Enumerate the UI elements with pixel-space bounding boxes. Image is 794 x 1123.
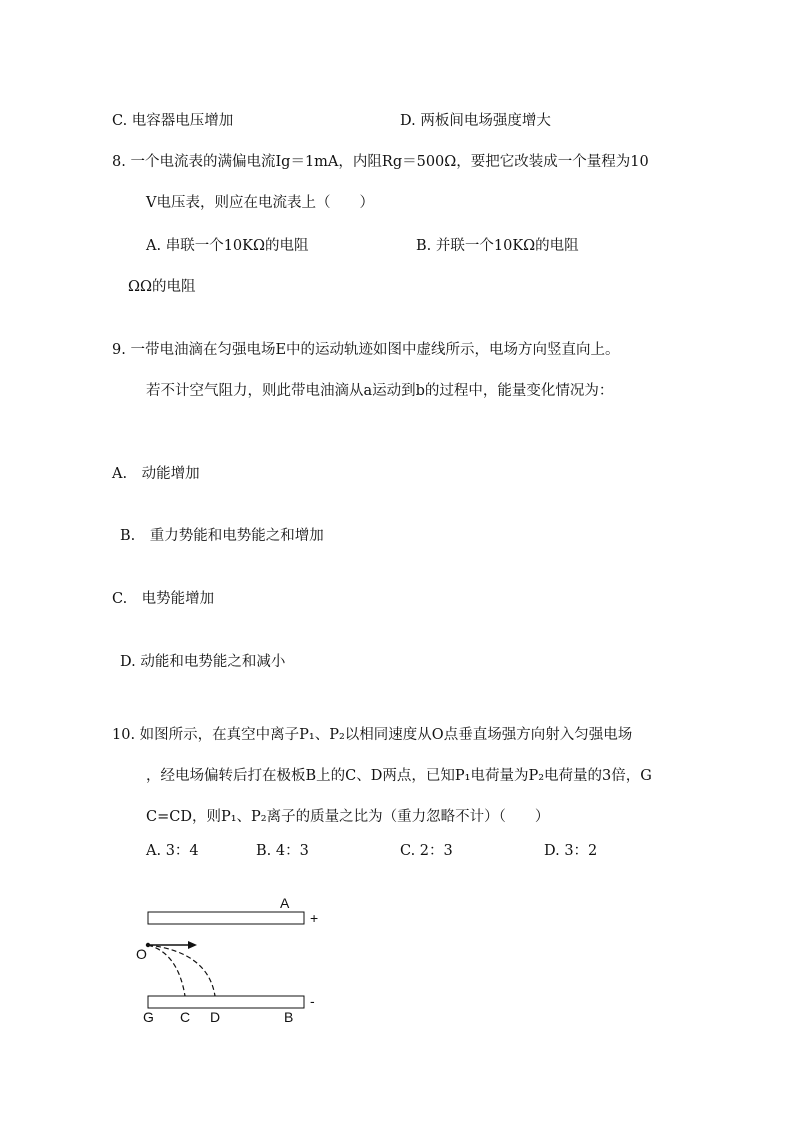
q8-option-a: A. 串联一个10KΩ的电阻 — [146, 238, 309, 254]
q10-stem-line2: ，经电场偏转后打在极板B上的C、D两点，已知P₁电荷量为P₂电荷量的3倍，G — [146, 768, 652, 784]
label-plate-a: A — [280, 895, 290, 911]
q9-stem-line2: 若不计空气阻力，则此带电油滴从a运动到b的过程中，能量变化情况为： — [146, 383, 614, 399]
q9-option-b: B. 重力势能和电势能之和增加 — [120, 528, 324, 544]
q9-option-a: A. 动能增加 — [112, 466, 200, 482]
q8-stem-line1: 8. 一个电流表的满偏电流Ig＝1mA，内阻Rg＝500Ω，要把它改装成一个量程为10 — [112, 154, 649, 170]
q10-option-b: B. 4：3 — [256, 843, 309, 859]
label-plus-sign: + — [310, 910, 319, 926]
q9-stem-line1: 9. 一带电油滴在匀强电场E中的运动轨迹如图中虚线所示，电场方向竖直向上。 — [112, 342, 620, 358]
q9-option-d: D. 动能和电势能之和减小 — [120, 654, 286, 670]
plate-b — [148, 996, 304, 1008]
label-minus-sign: - — [310, 993, 315, 1009]
trajectory-p2 — [148, 945, 215, 996]
q10-option-a: A. 3：4 — [146, 843, 199, 859]
q10-option-c: C. 2：3 — [400, 843, 453, 859]
q7-option-d: D. 两板间电场强度增大 — [400, 113, 551, 129]
plate-a — [148, 912, 304, 924]
velocity-arrowhead — [188, 941, 197, 949]
q10-stem-line1: 10. 如图所示，在真空中离子P₁、P₂以相同速度从O点垂直场强方向射入匀强电场 — [112, 727, 633, 743]
q9-option-c: C. 电势能增加 — [112, 591, 215, 607]
q10-option-d: D. 3：2 — [544, 843, 598, 859]
q8-option-b: B. 并联一个10KΩ的电阻 — [416, 238, 579, 254]
q8-stem-line2: V电压表，则应在电流表上（ ） — [146, 195, 374, 211]
label-d: D — [210, 1009, 221, 1025]
q8-fragment: ΩΩ的电阻 — [128, 279, 196, 295]
label-c: C — [180, 1009, 191, 1025]
label-g: G — [143, 1009, 154, 1025]
q7-option-c: C. 电容器电压增加 — [112, 113, 234, 129]
label-b: B — [284, 1009, 294, 1025]
q10-stem-line3: C=CD，则P₁、P₂离子的质量之比为（重力忽略不计）（ ） — [146, 809, 550, 825]
label-origin: O — [136, 946, 147, 962]
q10-diagram — [120, 890, 360, 1040]
